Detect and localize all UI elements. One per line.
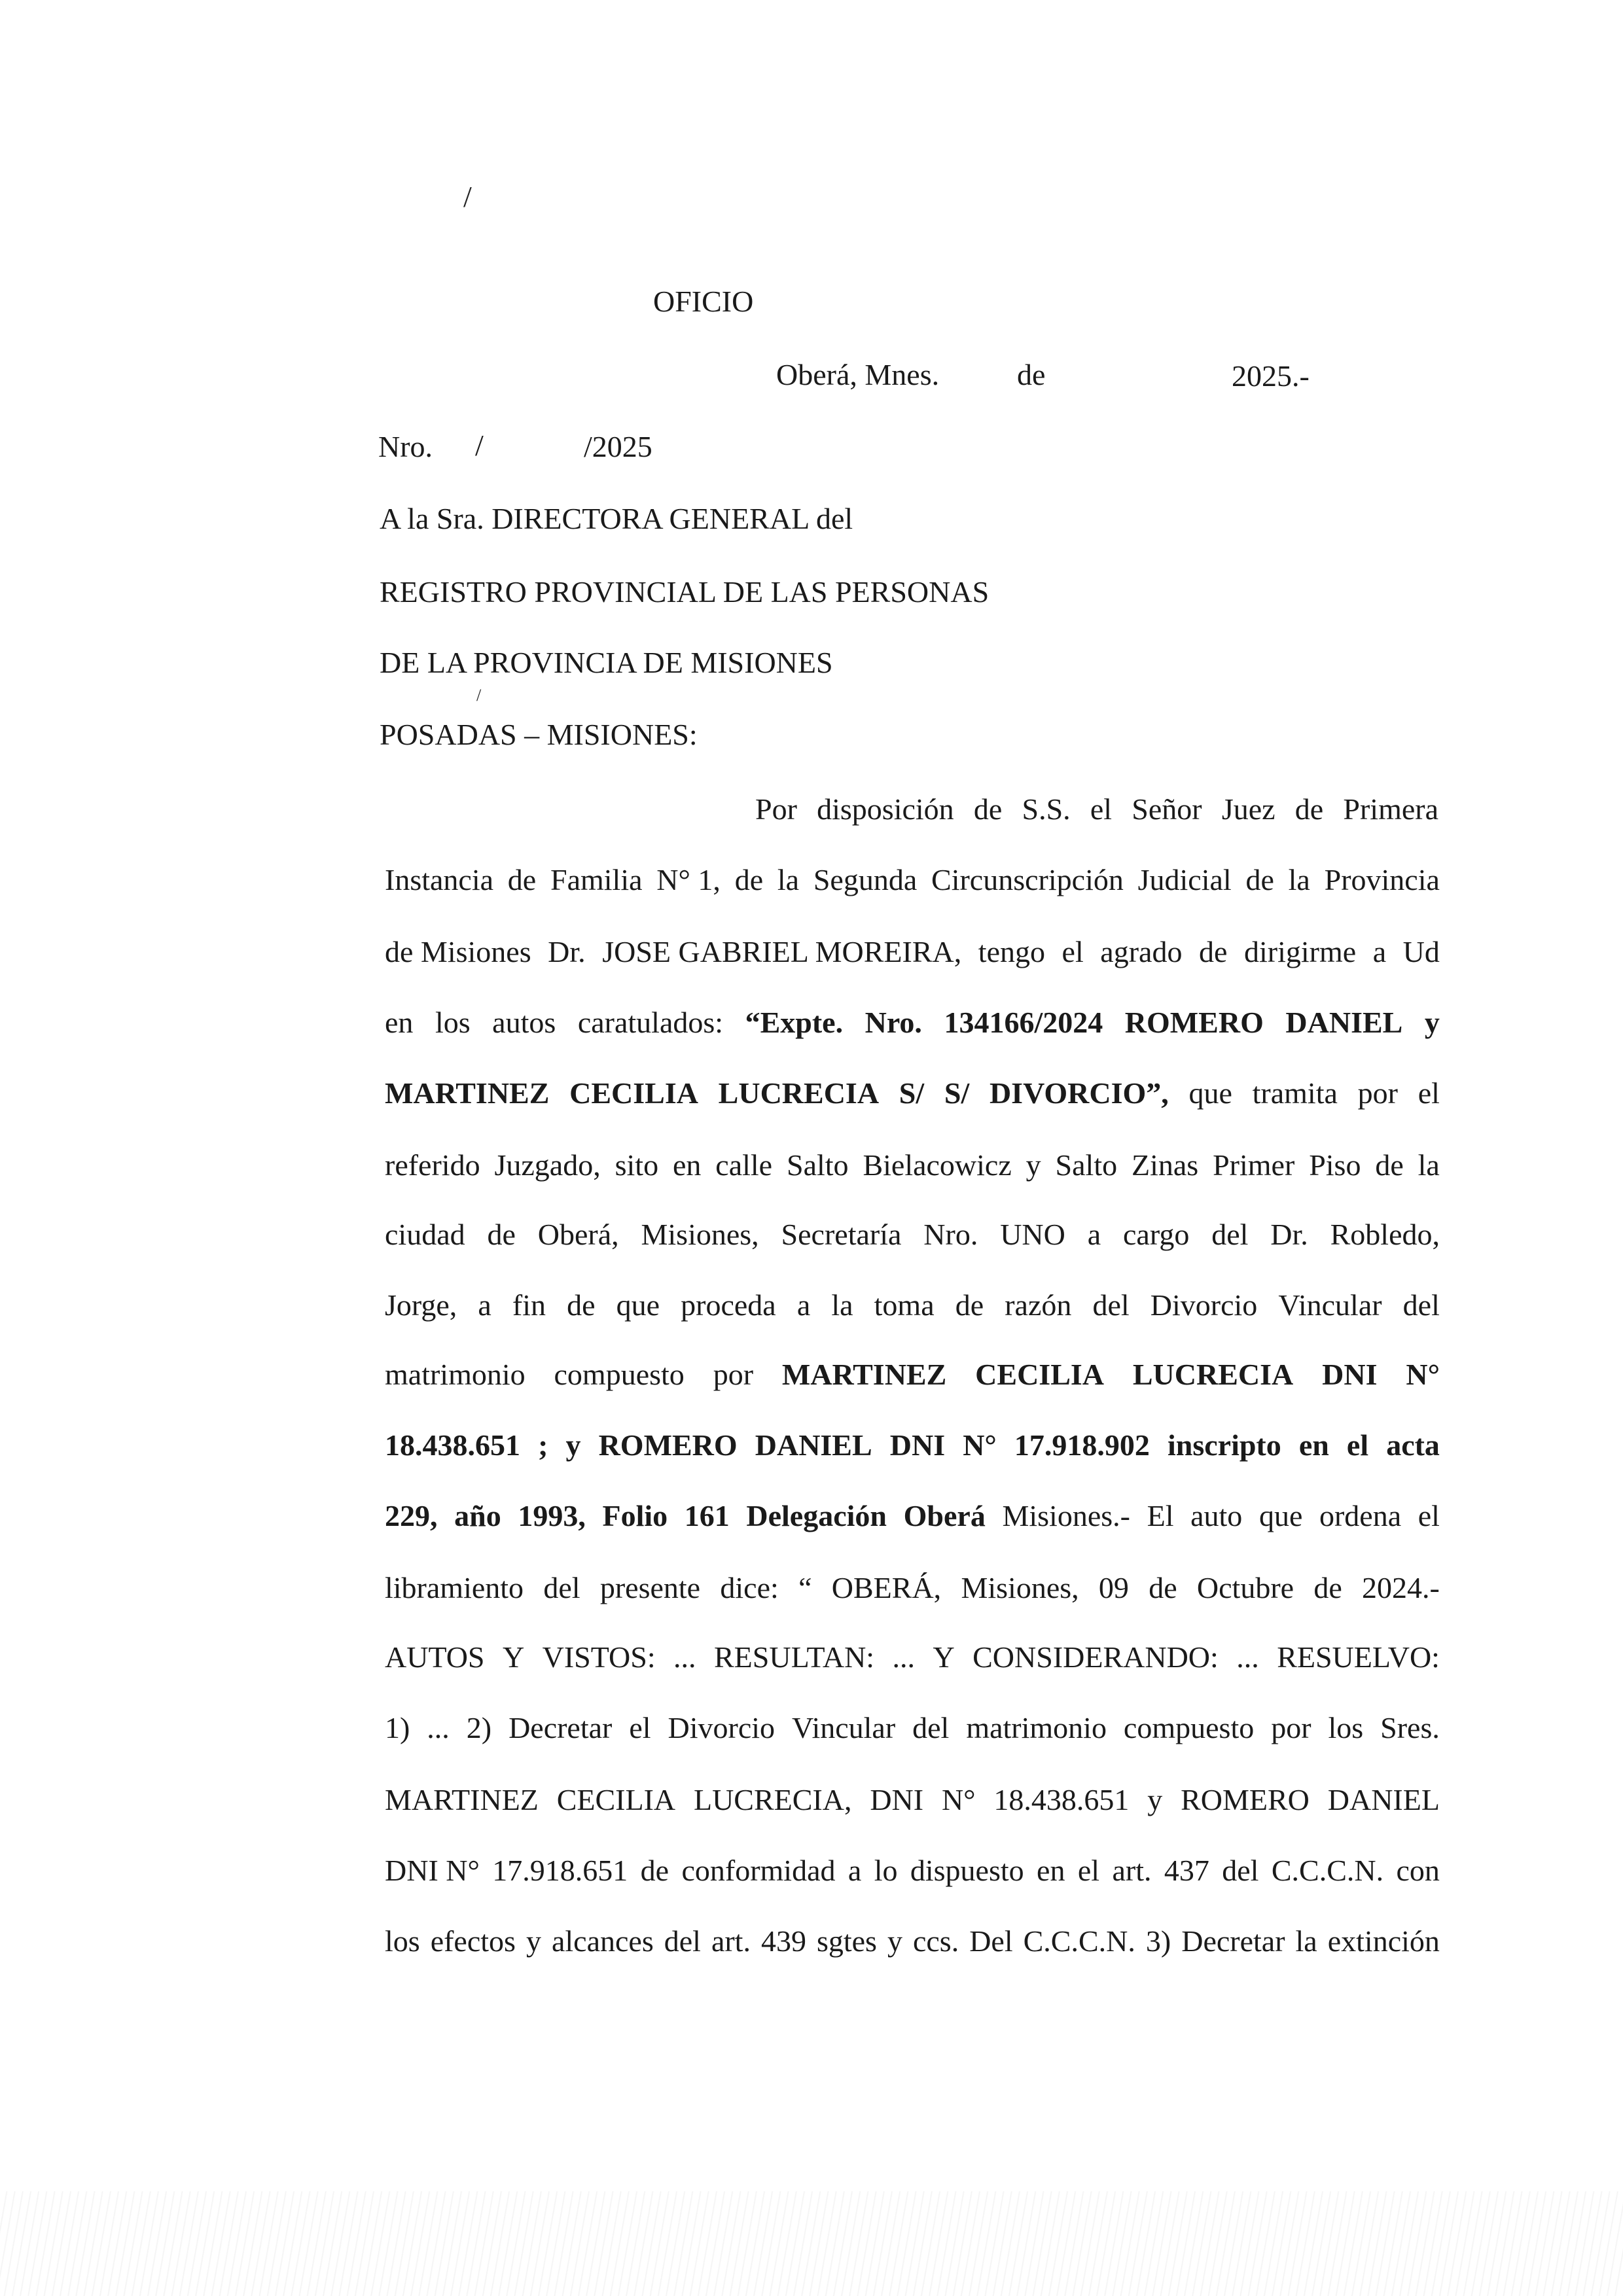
party-name: ROMERO	[598, 1428, 738, 1462]
word: Segunda	[813, 863, 918, 896]
word: lo	[874, 1854, 898, 1887]
case-number: 134166/2024	[944, 1006, 1103, 1039]
word: RESUELVO:	[1277, 1640, 1440, 1674]
word: del	[1211, 1218, 1249, 1251]
word: Nro.	[923, 1218, 978, 1251]
word: Familia	[550, 863, 643, 896]
word: Bielacowicz	[863, 1148, 1012, 1182]
word: 18.438.651	[993, 1783, 1130, 1816]
word: de	[640, 1854, 669, 1887]
word: del	[543, 1571, 580, 1604]
body-line-17	[385, 1926, 1440, 1956]
word: Decretar	[508, 1711, 613, 1744]
word: Vincular	[1278, 1288, 1382, 1322]
word: LUCRECIA,	[693, 1783, 852, 1816]
word: 17.918.651	[492, 1854, 628, 1887]
word: el	[1418, 1499, 1440, 1532]
word: C.C.C.N.	[1271, 1854, 1384, 1887]
word: el	[1418, 1076, 1440, 1110]
addressee-line-1: A la Sra. DIRECTORA GENERAL del	[380, 502, 853, 535]
word: DNI	[1322, 1358, 1378, 1391]
word: DNI	[889, 1428, 946, 1462]
date-year: 2025.-	[1232, 359, 1310, 393]
word: que	[616, 1288, 660, 1322]
word: del	[1092, 1288, 1130, 1322]
word: con	[1396, 1854, 1440, 1887]
word: CECILIA	[556, 1783, 676, 1816]
word: de	[1245, 863, 1274, 896]
word: conformidad	[681, 1854, 836, 1887]
word: N°	[941, 1783, 976, 1816]
dni-number: 17.918.902	[1014, 1428, 1150, 1462]
word: tramita	[1252, 1076, 1338, 1110]
body-line-14	[385, 1713, 1440, 1743]
word: de	[1149, 1571, 1177, 1604]
word: 2024.-	[1362, 1571, 1440, 1604]
word: de	[487, 1218, 516, 1251]
word: OBERÁ,	[831, 1571, 942, 1604]
party-name: CECILIA	[975, 1358, 1104, 1391]
word: la	[1295, 1924, 1317, 1958]
word: dirigirme	[1243, 935, 1357, 968]
word: ...	[427, 1711, 450, 1744]
word: N°	[1406, 1358, 1440, 1391]
word: Sres.	[1380, 1711, 1440, 1744]
word: a	[847, 1854, 862, 1887]
word: ccs.	[912, 1924, 959, 1958]
case-word: DIVORCIO”,	[989, 1076, 1169, 1110]
word: el	[1346, 1428, 1369, 1462]
word: Delegación	[746, 1499, 887, 1532]
case-word: S/	[899, 1076, 925, 1110]
word: compuesto	[1123, 1711, 1255, 1744]
word: 09	[1098, 1571, 1129, 1604]
word: N°	[963, 1428, 997, 1462]
word: Robledo,	[1330, 1218, 1440, 1251]
word: Del	[969, 1924, 1013, 1958]
word: el	[1061, 935, 1084, 968]
word: Divorcio	[668, 1711, 776, 1744]
word: del	[1222, 1854, 1259, 1887]
word: de	[507, 863, 537, 896]
word: MARTINEZ	[385, 1783, 539, 1816]
word: el	[1077, 1854, 1100, 1887]
case-word: MARTINEZ	[385, 1076, 550, 1110]
case-word: ROMERO	[1124, 1006, 1264, 1039]
word: compuesto	[554, 1358, 685, 1391]
word: y	[1026, 1148, 1041, 1182]
nro-year: /2025	[584, 430, 652, 463]
word: acta	[1386, 1428, 1440, 1462]
body-line-15	[385, 1785, 1440, 1815]
word: sgtes	[816, 1924, 877, 1958]
word: 1993,	[518, 1499, 586, 1532]
word: Dr.	[548, 935, 586, 968]
word: Dr.	[1270, 1218, 1308, 1251]
word: del	[664, 1924, 701, 1958]
word: efectos	[430, 1924, 516, 1958]
word: referido	[385, 1148, 480, 1182]
word: del	[1402, 1288, 1440, 1322]
word: los	[435, 1006, 471, 1039]
word: Salto	[786, 1148, 849, 1182]
word: 439	[760, 1924, 806, 1958]
word: Jorge,	[385, 1288, 457, 1322]
word: en	[385, 1006, 414, 1039]
word: El	[1147, 1499, 1174, 1532]
nro-label: Nro.	[378, 430, 433, 463]
word: a	[1087, 1218, 1101, 1251]
word: a	[1372, 935, 1387, 968]
word: y	[526, 1924, 541, 1958]
word: UNO	[1000, 1218, 1065, 1251]
word: en	[672, 1148, 702, 1182]
word: Octubre	[1196, 1571, 1294, 1604]
date-de: de	[1017, 358, 1046, 391]
word: en	[1298, 1428, 1329, 1462]
body-line-1	[755, 794, 1438, 824]
word: JOSE GABRIEL MOREIRA,	[602, 935, 962, 968]
word: VISTOS:	[542, 1640, 656, 1674]
word: razón	[1005, 1288, 1072, 1322]
word: inscripto	[1167, 1428, 1281, 1462]
word: 1)	[385, 1711, 410, 1744]
word: ...	[673, 1640, 696, 1674]
body-line-8	[385, 1290, 1440, 1320]
word: art.	[711, 1924, 751, 1958]
body-line-3	[385, 937, 1440, 967]
word: calle	[715, 1148, 773, 1182]
word: Folio	[602, 1499, 668, 1532]
word: por	[1271, 1711, 1311, 1744]
word: Y	[933, 1640, 955, 1674]
word: Ud	[1402, 935, 1440, 968]
word: Misiones.-	[1002, 1499, 1130, 1532]
word: Provincia	[1324, 863, 1440, 896]
word: ROMERO	[1181, 1783, 1310, 1816]
word: Misiones,	[961, 1571, 1079, 1604]
word: 2)	[466, 1711, 492, 1744]
word: tengo	[978, 935, 1045, 968]
word: Juzgado,	[494, 1148, 601, 1182]
word: de	[1313, 1571, 1342, 1604]
case-word: CECILIA	[569, 1076, 698, 1110]
word: proceda	[681, 1288, 776, 1322]
body-line-11	[385, 1501, 1440, 1531]
scan-noise-border	[0, 2191, 1623, 2296]
body-line-7	[385, 1220, 1440, 1250]
addressee-line-2: REGISTRO PROVINCIAL DE LAS PERSONAS	[380, 575, 990, 609]
word: toma	[874, 1288, 935, 1322]
word: Piso	[1309, 1148, 1361, 1182]
word: auto	[1190, 1499, 1243, 1532]
word: DANIEL	[1327, 1783, 1440, 1816]
addressee-line-3: DE LA PROVINCIA DE MISIONES	[380, 646, 833, 679]
word: de	[1375, 1148, 1404, 1182]
word: y	[565, 1428, 581, 1462]
word: la	[777, 863, 800, 896]
word: libramiento	[385, 1571, 524, 1604]
word: de	[567, 1288, 596, 1322]
case-word: LUCRECIA	[718, 1076, 880, 1110]
word: Y	[502, 1640, 525, 1674]
case-word: y	[1424, 1006, 1440, 1039]
word: por	[713, 1358, 754, 1391]
body-line-6	[385, 1150, 1440, 1180]
word: de	[1199, 935, 1228, 968]
word: ...	[1236, 1640, 1259, 1674]
word: ordena	[1319, 1499, 1402, 1532]
case-word: S/	[944, 1076, 970, 1110]
word: la	[831, 1288, 853, 1322]
word: alcances	[551, 1924, 654, 1958]
word: Decretar	[1181, 1924, 1285, 1958]
word: de	[734, 863, 764, 896]
small-stroke-mark: /	[476, 686, 482, 705]
word: N° 1,	[656, 863, 721, 896]
word: “	[798, 1571, 812, 1604]
word: que	[1258, 1499, 1303, 1532]
word: autos	[492, 1006, 556, 1039]
word: matrimonio	[966, 1711, 1107, 1744]
word: art.	[1112, 1854, 1152, 1887]
word: del	[912, 1711, 950, 1744]
word: DNI	[870, 1783, 924, 1816]
word: DNI N°	[385, 1854, 480, 1887]
word: y	[887, 1924, 902, 1958]
word: dice:	[720, 1571, 779, 1604]
word: Misiones,	[641, 1218, 759, 1251]
body-line-10	[385, 1430, 1440, 1460]
word: 229,	[385, 1499, 438, 1532]
word: 3)	[1145, 1924, 1171, 1958]
body-line-5	[385, 1078, 1440, 1108]
word: sito	[615, 1148, 659, 1182]
word: la	[1418, 1148, 1440, 1182]
word: ;	[538, 1428, 548, 1462]
word: CONSIDERANDO:	[972, 1640, 1219, 1674]
body-line-12	[385, 1573, 1440, 1603]
word: C.C.C.N.	[1023, 1924, 1135, 1958]
word: presente	[599, 1571, 701, 1604]
word: fin	[512, 1288, 546, 1322]
word: Instancia	[385, 863, 494, 896]
word: los	[385, 1924, 420, 1958]
document-title: OFICIO	[653, 285, 754, 318]
word: a	[796, 1288, 811, 1322]
body-line-1-text: Por disposición de S.S. el Señor Juez de Primera	[755, 792, 1438, 826]
word: Oberá	[903, 1499, 986, 1532]
body-line-16	[385, 1856, 1440, 1886]
word: caratulados:	[577, 1006, 724, 1039]
word: y	[1147, 1783, 1163, 1816]
word: 437	[1164, 1854, 1209, 1887]
word: dispuesto	[910, 1854, 1024, 1887]
word: Divorcio	[1150, 1288, 1258, 1322]
word: en	[1037, 1854, 1065, 1887]
word: Secretaría	[781, 1218, 902, 1251]
word: agrado	[1100, 935, 1183, 968]
dni-number: 18.438.651	[385, 1428, 520, 1462]
word: la	[1288, 863, 1310, 896]
body-line-9	[385, 1360, 1440, 1390]
word: de	[955, 1288, 984, 1322]
word: matrimonio	[385, 1358, 526, 1391]
word: los	[1328, 1711, 1364, 1744]
word: que	[1188, 1076, 1232, 1110]
word: a	[478, 1288, 491, 1322]
case-word: DANIEL	[1285, 1006, 1403, 1039]
word: Vincular	[792, 1711, 896, 1744]
body-line-2	[385, 865, 1440, 895]
word: RESULTAN:	[713, 1640, 875, 1674]
word: Circunscripción	[931, 863, 1124, 896]
word: Zinas	[1132, 1148, 1199, 1182]
word: ciudad	[385, 1218, 465, 1251]
word: 161	[684, 1499, 730, 1532]
body-line-4	[385, 1008, 1440, 1038]
word: extinción	[1327, 1924, 1440, 1958]
addressee-line-4: POSADAS – MISIONES:	[380, 718, 698, 751]
word: el	[629, 1711, 651, 1744]
word: por	[1357, 1076, 1398, 1110]
body-line-13	[385, 1642, 1440, 1672]
word: Judicial	[1137, 863, 1232, 896]
case-word: “Expte.	[745, 1006, 844, 1039]
word: Salto	[1055, 1148, 1118, 1182]
date-place: Oberá, Mnes.	[776, 358, 940, 391]
party-name: DANIEL	[755, 1428, 872, 1462]
word: AUTOS	[385, 1640, 485, 1674]
nro-slash: /	[475, 429, 484, 462]
word: Oberá,	[537, 1218, 619, 1251]
party-name: MARTINEZ	[781, 1358, 947, 1391]
word: Primer	[1213, 1148, 1295, 1182]
word: cargo	[1123, 1218, 1190, 1251]
party-name: LUCRECIA	[1132, 1358, 1294, 1391]
word: año	[454, 1499, 501, 1532]
word: de Misiones	[385, 935, 531, 968]
handwritten-stroke-mark: /	[463, 180, 472, 213]
word: ...	[892, 1640, 916, 1674]
case-word: Nro.	[865, 1006, 922, 1039]
